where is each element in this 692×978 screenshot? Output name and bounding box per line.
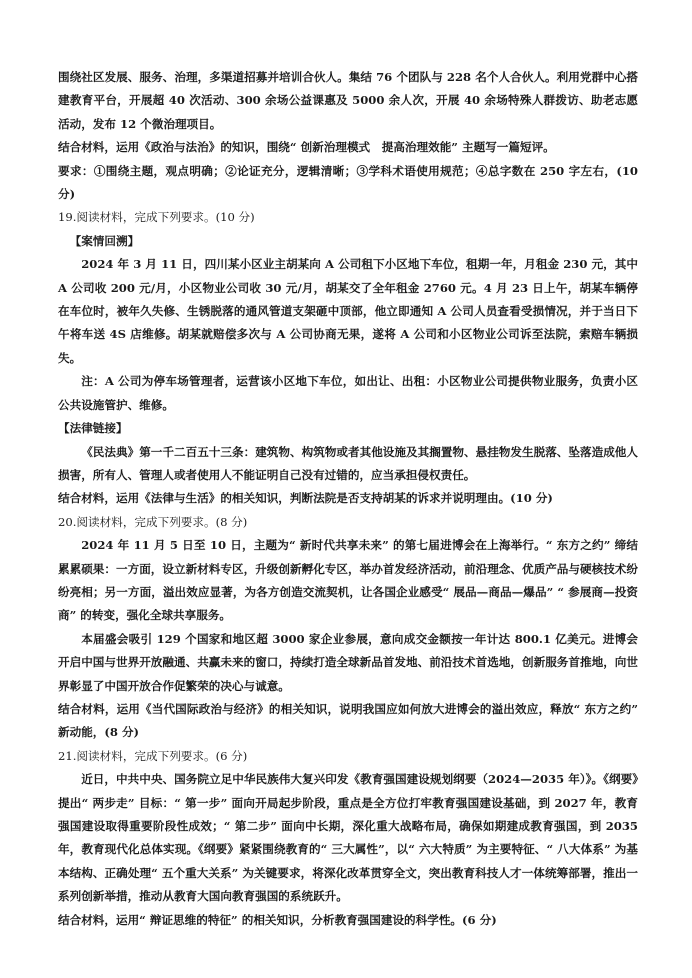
q19-law-title: 【法律链接】 [58, 421, 128, 436]
q20-task: 结合材料，运用《当代国际政治与经济》的相关知识，说明我国应如何放大进博会的溢出效应，释放“ 东方之约” 新动能，(8 分) [58, 701, 638, 740]
q19-task: 结合材料，运用《法律与生活》的相关知识，判断法院是否支持胡某的诉求并说明理由。(10 分) [58, 491, 553, 506]
q21-task: 结合材料，运用“ 辩证思维的特征” 的相关知识，分析教育强国建设的科学性。(6 分) [58, 912, 497, 927]
q20-paragraph-2: 本届盛会吸引 129 个国家和地区超 3000 家企业参展，意向成交金额按一年计达 800.1 亿美元。进博会开启中国与世界开放融通、共赢未来的窗口，持续打造全球新品首发地、前沿技术首选地，创新服务首推地，向世界彰显了中国开放合作促繁荣的决心与诚意。 [58, 631, 638, 693]
q20-paragraph-1: 2024 年 11 月 5 日至 10 日，主题为“ 新时代共享未来” 的第七届进博会在上海举行。“ 东方之约” 缔结累累硕果：一方面，设立新材料专区，升级创新孵化专区，举办首发经济活动，前沿理念、优质产品与硬核技术纷纷亮相；另一方面，溢出效应显著，为各方创造交流契机，让各国企业感受“ 展品—商品—爆品” “ 参展商—投资商” 的转变，强化全球共享服务。 [58, 538, 638, 623]
q19-case-title: 【案情回溯】 [69, 233, 140, 248]
q19-law-paragraph: 《民法典》第一千二百五十三条：建筑物、构筑物或者其他设施及其搁置物、悬挂物发生脱落、坠落造成他人损害，所有人、管理人或者使用人不能证明自己没有过错的，应当承担侵权责任。 [58, 444, 638, 482]
q19-note: 注：A 公司为停车场管理者，运营该小区地下车位，如出让、出租：小区物业公司提供物业服务，负责小区公共设施管护、维修。 [58, 374, 638, 412]
q21-header: 21.阅读材料，完成下列要求。(6 分) [58, 748, 248, 763]
exam-page [58, 66, 638, 932]
q18-requirements: 要求：①围绕主题，观点明确；②论证充分，逻辑清晰；③学科术语使用规范；④总字数在 250 字左右，(10分) [58, 163, 638, 202]
q19-header: 19.阅读材料，完成下列要求。(10 分) [58, 210, 255, 225]
q18-material-paragraph: 围绕社区发展、服务、治理，多渠道招募并培训合伙人。集结 76 个团队与 228 名个人合伙人。利用党群中心搭建教育平台，开展超 40 次活动、300 余场公益课惠及 5000 余人次，开展 40 余场特殊人群拨访、助老志愿活动，发布 12 个微治理项目。 [58, 70, 638, 131]
q18-task: 结合材料，运用《政治与法治》的知识，围绕“ 创新治理模式 提高治理效能” 主题写一篇短评。 [58, 140, 555, 155]
q21-paragraph: 近日，中共中央、国务院立足中华民族伟大复兴印发《教育强国建设规划纲要（2024—2035 年）》。《纲要》提出“ 两步走” 目标：“ 第一步” 面向开局起步阶段，重点是全方位打牢教育强国建设基础，到 2027 年，教育强国建设取得重要阶段性成效；“ 第二步” 面向中长期，深化重大战略布局，确保如期建成教育强国，到 2035 年，教育现代化总体实现。《纲要》紧紧围绕教育的“ 三大属性”，以“ 六大特质” 为主要特征、“ 八大体系” 为基本结构、正确处理“ 五个重大关系” 为关键要求，将深化改革贯穿全文，突出教育科技人才一体统筹部署，推出一系列创新举措，推动从教育大国向教育强国的系统跃升。 [58, 772, 638, 904]
q19-case-paragraph: 2024 年 3 月 11 日，四川某小区业主胡某向 A 公司租下小区地下车位，租期一年，月租金 230 元，其中 A 公司收 200 元/月，小区物业公司收 30 元/月，胡某交了全年租金 2760 元。4 月 23 日上午，胡某车辆停在车位时，被年久失修、生锈脱落的通风管道支架砸中顶部，他立即通知 A 公司人员查看受损情况，并于当日下午将车送 4S 店维修。胡某就赔偿多次与 A 公司协商无果，遂将 A 公司和小区物业公司诉至法院，索赔车辆损失。 [58, 257, 638, 365]
q20-header: 20.阅读材料，完成下列要求。(8 分) [58, 514, 248, 529]
